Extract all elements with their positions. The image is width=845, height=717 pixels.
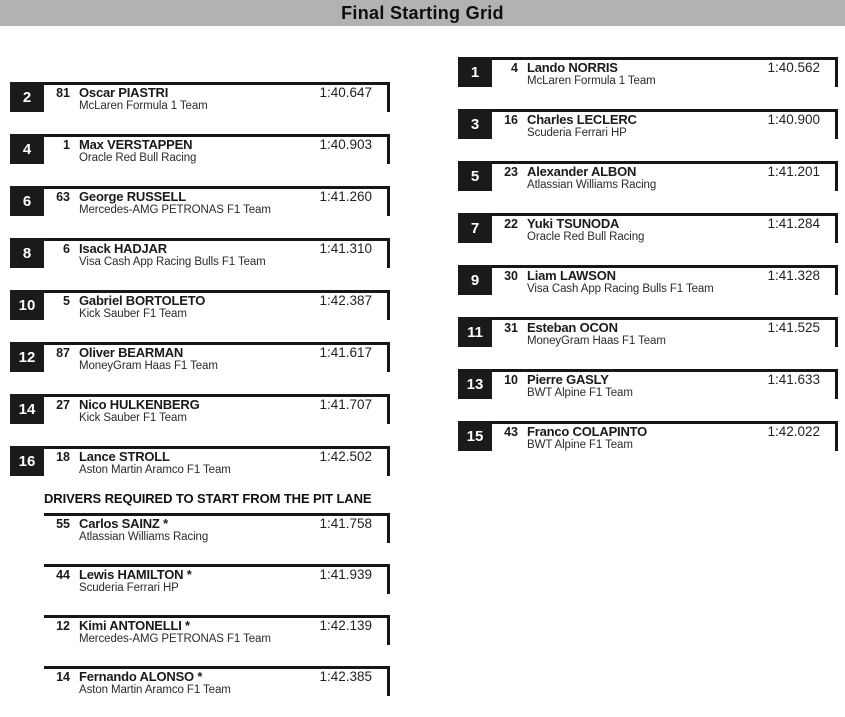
- position-spacer: [10, 666, 44, 696]
- grid-row: [10, 134, 390, 164]
- grid-row: [10, 290, 390, 320]
- grid-row: [458, 109, 838, 139]
- car-number: 18: [56, 450, 70, 464]
- driver-box: [44, 446, 390, 476]
- position-badge: [458, 161, 492, 191]
- driver-box: [44, 342, 390, 372]
- team-name: Scuderia Ferrari HP: [79, 582, 179, 594]
- driver-line: [44, 670, 387, 684]
- position-number: 12: [18, 348, 36, 366]
- car-number: 10: [504, 373, 518, 387]
- grid-row: [458, 161, 838, 191]
- lap-time: 1:40.903: [319, 137, 372, 152]
- driver-box: [44, 513, 390, 543]
- lap-time: 1:41.633: [767, 372, 820, 387]
- lap-time: 1:41.939: [319, 567, 372, 582]
- position-spacer: [10, 615, 44, 645]
- driver-line: [44, 86, 387, 100]
- driver-name: Lance STROLL: [79, 449, 170, 464]
- position-number: 11: [467, 323, 483, 341]
- driver-line: [492, 269, 835, 283]
- car-number: 81: [56, 86, 70, 100]
- car-number: 23: [504, 165, 518, 179]
- pit-lane-section-header: DRIVERS REQUIRED TO START FROM THE PIT LANE: [44, 491, 372, 506]
- driver-name: George RUSSELL: [79, 189, 186, 204]
- car-number: 22: [504, 217, 518, 231]
- position-number: 13: [466, 375, 484, 393]
- driver-line: [44, 190, 387, 204]
- position-badge: [458, 213, 492, 243]
- position-badge: [458, 421, 492, 451]
- car-number: 31: [504, 321, 518, 335]
- position-number: 2: [22, 88, 32, 106]
- team-name: Oracle Red Bull Racing: [527, 231, 645, 243]
- position-badge: [458, 109, 492, 139]
- driver-name: Franco COLAPINTO: [527, 424, 648, 439]
- driver-box: [44, 238, 390, 268]
- driver-box: [44, 134, 390, 164]
- grid-row: [10, 82, 390, 112]
- driver-name: Esteban OCON: [527, 320, 618, 335]
- position-spacer: [10, 564, 44, 594]
- lap-time: 1:41.328: [767, 268, 820, 283]
- team-name: MoneyGram Haas F1 Team: [527, 335, 666, 347]
- car-number: 12: [56, 619, 70, 633]
- position-badge: [458, 265, 492, 295]
- driver-line: [44, 242, 387, 256]
- position-badge: [10, 394, 44, 424]
- driver-box: [44, 82, 390, 112]
- car-number: 43: [504, 425, 518, 439]
- pit-lane-rows: [10, 513, 390, 717]
- driver-name: Nico HULKENBERG: [79, 397, 200, 412]
- position-spacer: [10, 513, 44, 543]
- driver-line: [492, 321, 835, 335]
- grid-row: [10, 238, 390, 268]
- driver-name: Max VERSTAPPEN: [79, 137, 193, 152]
- position-number: 3: [470, 115, 480, 133]
- lap-time: 1:42.387: [319, 293, 372, 308]
- position-badge: [10, 290, 44, 320]
- page-title: Final Starting Grid: [341, 2, 504, 23]
- driver-box: [492, 265, 838, 295]
- grid-row: [458, 213, 838, 243]
- position-badge: [458, 57, 492, 87]
- team-name: Kick Sauber F1 Team: [79, 412, 187, 424]
- grid-row: [10, 615, 390, 645]
- car-number: 6: [63, 242, 70, 256]
- lap-time: 1:41.758: [319, 516, 372, 531]
- team-name: Mercedes-AMG PETRONAS F1 Team: [79, 204, 271, 216]
- team-name: Kick Sauber F1 Team: [79, 308, 187, 320]
- team-name: MoneyGram Haas F1 Team: [79, 360, 218, 372]
- position-number: 16: [18, 452, 36, 470]
- driver-box: [44, 564, 390, 594]
- grid-column-odd-positions: [458, 57, 838, 473]
- position-badge: [458, 317, 492, 347]
- position-badge: [10, 186, 44, 216]
- grid-row: [458, 265, 838, 295]
- grid-row: [10, 564, 390, 594]
- grid-row: [10, 666, 390, 696]
- driver-name: Pierre GASLY: [527, 372, 609, 387]
- position-number: 8: [22, 244, 32, 262]
- driver-box: [492, 213, 838, 243]
- car-number: 5: [63, 294, 70, 308]
- position-badge: [458, 369, 492, 399]
- driver-line: [44, 450, 387, 464]
- car-number: 27: [56, 398, 70, 412]
- car-number: 30: [504, 269, 518, 283]
- grid-row: [10, 342, 390, 372]
- driver-box: [44, 290, 390, 320]
- team-name: Atlassian Williams Racing: [79, 531, 209, 543]
- team-name: BWT Alpine F1 Team: [527, 439, 633, 451]
- driver-name: Kimi ANTONELLI *: [79, 618, 190, 633]
- grid-row: [458, 57, 838, 87]
- grid-row: [458, 317, 838, 347]
- driver-name: Fernando ALONSO *: [79, 669, 203, 684]
- position-number: 1: [470, 63, 480, 81]
- driver-line: [44, 398, 387, 412]
- driver-line: [492, 217, 835, 231]
- car-number: 1: [63, 138, 70, 152]
- team-name: Aston Martin Aramco F1 Team: [79, 464, 231, 476]
- lap-time: 1:42.139: [319, 618, 372, 633]
- driver-box: [492, 161, 838, 191]
- position-number: 5: [470, 167, 480, 185]
- team-name: BWT Alpine F1 Team: [527, 387, 633, 399]
- driver-box: [492, 421, 838, 451]
- grid-row: [458, 421, 838, 451]
- position-badge: [10, 342, 44, 372]
- car-number: 4: [511, 61, 518, 75]
- position-badge: [10, 82, 44, 112]
- driver-line: [44, 294, 387, 308]
- driver-name: Yuki TSUNODA: [527, 216, 620, 231]
- lap-time: 1:40.647: [319, 85, 372, 100]
- driver-name: Lewis HAMILTON *: [79, 567, 192, 582]
- driver-line: [44, 517, 387, 531]
- car-number: 55: [56, 517, 70, 531]
- driver-name: Lando NORRIS: [527, 60, 618, 75]
- lap-time: 1:41.617: [319, 345, 372, 360]
- grid-row: [10, 394, 390, 424]
- car-number: 44: [56, 568, 70, 582]
- position-number: 4: [22, 140, 32, 158]
- car-number: 16: [504, 113, 518, 127]
- driver-line: [492, 165, 835, 179]
- lap-time: 1:41.310: [319, 241, 372, 256]
- driver-line: [44, 346, 387, 360]
- driver-box: [44, 186, 390, 216]
- driver-name: Oscar PIASTRI: [79, 85, 169, 100]
- lap-time: 1:41.201: [767, 164, 820, 179]
- driver-box: [44, 615, 390, 645]
- driver-name: Isack HADJAR: [79, 241, 167, 256]
- driver-box: [492, 109, 838, 139]
- driver-line: [44, 138, 387, 152]
- driver-name: Charles LECLERC: [527, 112, 637, 127]
- position-number: 14: [18, 400, 36, 418]
- position-number: 9: [470, 271, 480, 289]
- driver-box: [44, 394, 390, 424]
- car-number: 14: [56, 670, 70, 684]
- team-name: Aston Martin Aramco F1 Team: [79, 684, 231, 696]
- team-name: McLaren Formula 1 Team: [79, 100, 208, 112]
- header-bar: [0, 0, 845, 26]
- lap-time: 1:40.562: [767, 60, 820, 75]
- position-number: 7: [470, 219, 480, 237]
- position-badge: [10, 134, 44, 164]
- lap-time: 1:41.284: [767, 216, 820, 231]
- car-number: 87: [56, 346, 70, 360]
- team-name: Atlassian Williams Racing: [527, 179, 657, 191]
- car-number: 63: [56, 190, 70, 204]
- position-number: 15: [466, 427, 484, 445]
- driver-box: [492, 369, 838, 399]
- driver-line: [44, 568, 387, 582]
- position-number: 10: [18, 296, 36, 314]
- driver-name: Alexander ALBON: [527, 164, 637, 179]
- lap-time: 1:41.707: [319, 397, 372, 412]
- driver-name: Oliver BEARMAN: [79, 345, 184, 360]
- grid-row: [10, 513, 390, 543]
- driver-box: [492, 57, 838, 87]
- position-badge: [10, 446, 44, 476]
- lap-time: 1:42.385: [319, 669, 372, 684]
- driver-box: [492, 317, 838, 347]
- lap-time: 1:42.022: [767, 424, 820, 439]
- team-name: Mercedes-AMG PETRONAS F1 Team: [79, 633, 271, 645]
- position-number: 6: [22, 192, 32, 210]
- driver-line: [44, 619, 387, 633]
- driver-line: [492, 61, 835, 75]
- position-badge: [10, 238, 44, 268]
- driver-line: [492, 425, 835, 439]
- grid-row: [10, 186, 390, 216]
- driver-name: Liam LAWSON: [527, 268, 616, 283]
- driver-name: Gabriel BORTOLETO: [79, 293, 206, 308]
- grid-column-even-positions: [10, 82, 390, 498]
- team-name: Oracle Red Bull Racing: [79, 152, 197, 164]
- driver-name: Carlos SAINZ *: [79, 516, 168, 531]
- team-name: Scuderia Ferrari HP: [527, 127, 627, 139]
- driver-line: [492, 113, 835, 127]
- lap-time: 1:42.502: [319, 449, 372, 464]
- lap-time: 1:41.260: [319, 189, 372, 204]
- driver-line: [492, 373, 835, 387]
- lap-time: 1:41.525: [767, 320, 820, 335]
- team-name: Visa Cash App Racing Bulls F1 Team: [79, 256, 266, 268]
- lap-time: 1:40.900: [767, 112, 820, 127]
- driver-box: [44, 666, 390, 696]
- grid-row: [10, 446, 390, 476]
- grid-row: [458, 369, 838, 399]
- team-name: McLaren Formula 1 Team: [527, 75, 656, 87]
- team-name: Visa Cash App Racing Bulls F1 Team: [527, 283, 714, 295]
